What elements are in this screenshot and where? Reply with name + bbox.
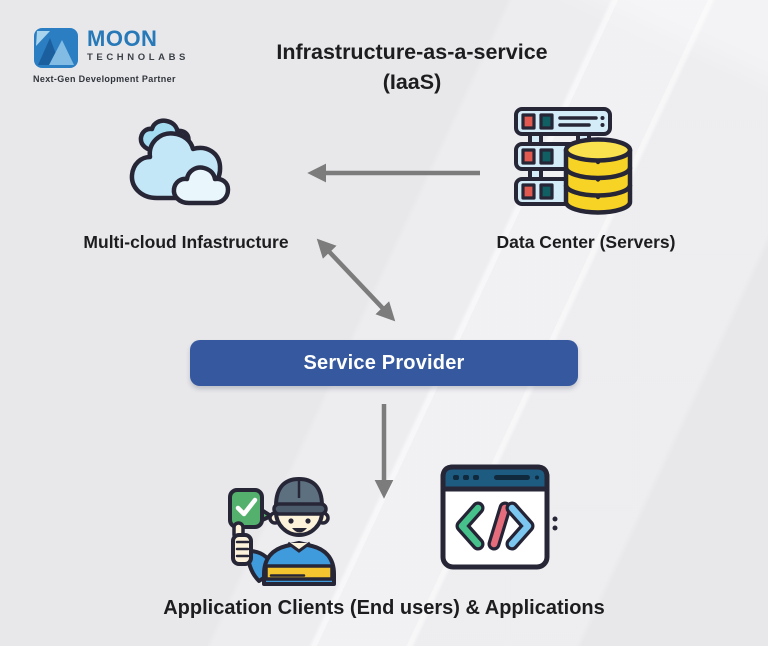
- logo: [33, 27, 189, 84]
- arrow-datacenter-to-cloud-icon: [296, 158, 482, 188]
- service-provider-node: [190, 340, 578, 386]
- page-title-line1: Infrastructure-as-a-service: [276, 40, 548, 64]
- logo-tagline: Next-Gen Development Partner: [33, 74, 176, 84]
- multi-cloud-icon: [123, 110, 245, 214]
- multi-cloud-label: Multi-cloud Infastructure: [83, 232, 289, 252]
- service-provider-label: Service Provider: [303, 351, 465, 374]
- server-database-icon: [510, 103, 636, 219]
- clients-label: Application Clients (End users) & Applications: [163, 597, 605, 619]
- arrow-provider-to-clients-icon: [368, 398, 400, 508]
- code-window-icon: [438, 462, 560, 572]
- logo-brand-text: MOON: [87, 26, 158, 51]
- moon-technolabs-logo-icon: [33, 27, 79, 69]
- arrow-cloud-provider-bidirectional-icon: [302, 226, 410, 334]
- data-center-label: Data Center (Servers): [496, 232, 676, 252]
- client-worker-icon: [218, 456, 340, 588]
- logo-suffix-text: TECHNOLABS: [87, 52, 189, 63]
- page-title-line2: (IaaS): [382, 70, 442, 94]
- page-title: [230, 37, 594, 98]
